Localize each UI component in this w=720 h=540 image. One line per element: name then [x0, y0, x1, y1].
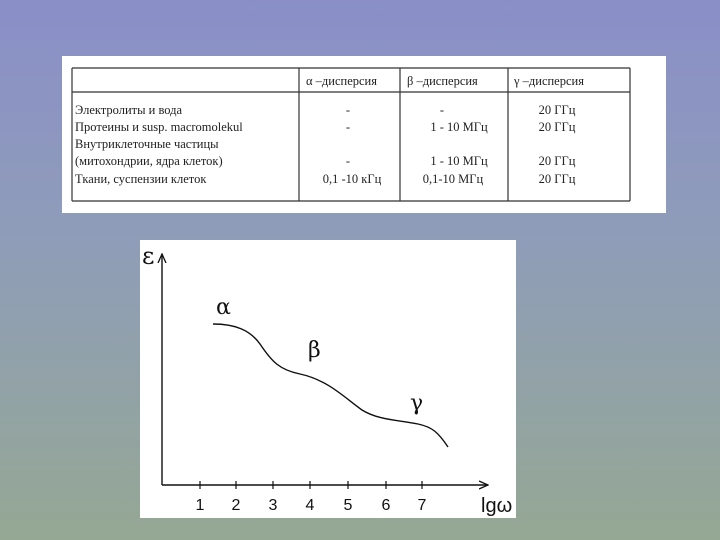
cell-alpha: -	[345, 120, 351, 134]
header-alpha: α –дисперсия	[306, 74, 377, 88]
y-axis-label: ε	[142, 242, 155, 270]
cell-alpha: 0,1 -10 кГц	[322, 172, 382, 186]
row-label: Ткани, суспензии клеток	[75, 172, 207, 186]
x-tick-label: 3	[268, 497, 278, 514]
x-tick-label: 4	[305, 497, 315, 514]
cell-beta: 1 - 10 МГц	[430, 120, 488, 134]
cell-beta: 1 - 10 МГц	[430, 154, 488, 168]
alpha-label: α	[216, 295, 231, 320]
cell-alpha: -	[345, 154, 351, 168]
header-beta: β –дисперсия	[407, 74, 478, 88]
x-axis-label: lgω	[481, 495, 513, 517]
beta-label: β	[308, 338, 321, 363]
cell-gamma: 20 ГГц	[538, 103, 576, 117]
dispersion-curve	[213, 324, 448, 447]
row-label: (митохондрии, ядра клеток)	[75, 154, 223, 168]
row-label: Электролиты и вода	[75, 103, 183, 117]
dispersion-graph	[140, 240, 516, 518]
x-tick-label: 2	[231, 497, 241, 514]
dispersion-table-grid	[62, 56, 666, 213]
dispersion-graph-svg	[140, 240, 516, 518]
x-tick-label: 6	[381, 497, 391, 514]
cell-gamma: 20 ГГц	[538, 154, 576, 168]
gamma-label: γ	[410, 391, 424, 416]
x-tick-label: 5	[343, 497, 353, 514]
x-tick-label: 7	[417, 497, 427, 514]
header-gamma: γ –дисперсия	[514, 74, 584, 88]
x-tick-label: 1	[195, 497, 205, 514]
cell-gamma: 20 ГГц	[538, 172, 576, 186]
cell-gamma: 20 ГГц	[538, 120, 576, 134]
dispersion-table	[62, 56, 666, 213]
cell-alpha: -	[345, 103, 351, 117]
row-label: Протеины и susp. macromolekul	[75, 120, 243, 134]
cell-beta: 0,1-10 МГц	[422, 172, 484, 186]
cell-beta: -	[439, 103, 445, 117]
row-label: Внутриклеточные частицы	[75, 137, 219, 151]
